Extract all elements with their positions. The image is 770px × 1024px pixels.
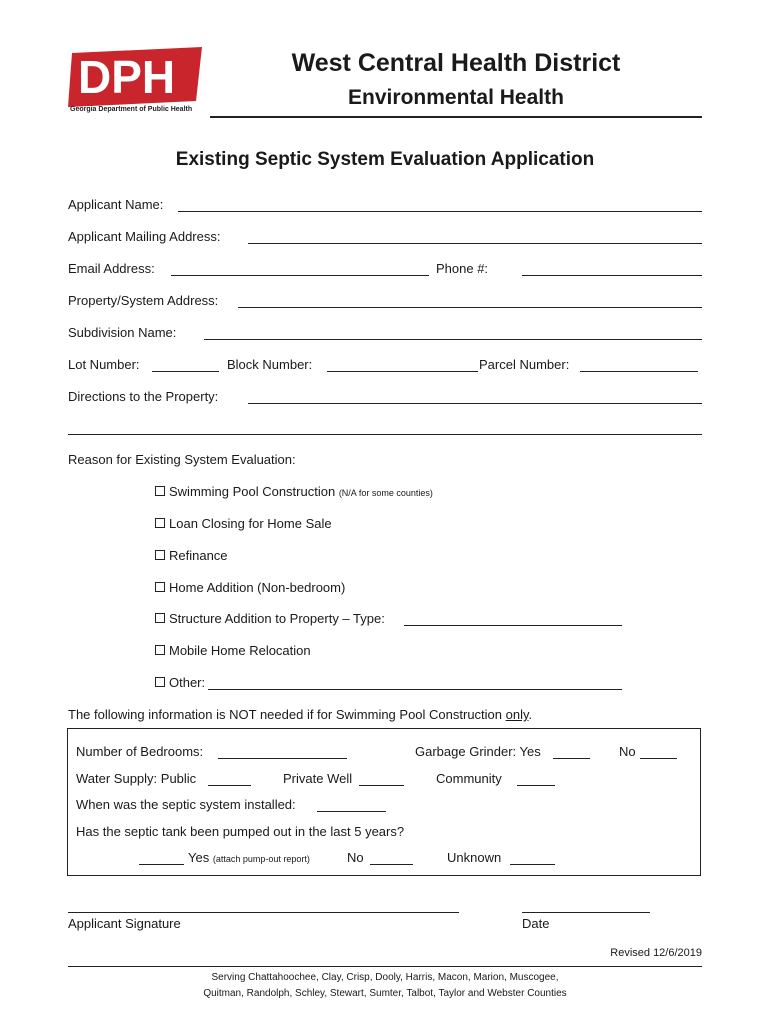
pumped-yes-note: (attach pump-out report) <box>212 854 310 864</box>
pumped-unknown-field[interactable] <box>510 864 555 865</box>
subdivision-field[interactable] <box>204 339 702 340</box>
dph-logo <box>68 47 206 113</box>
directions-field[interactable] <box>248 403 702 404</box>
form-title: Existing Septic System Evaluation Application <box>175 149 595 170</box>
pumped-no-label: No <box>347 850 364 865</box>
revised-date: Revised 12/6/2019 <box>610 947 702 959</box>
garbage-grinder-no-label: No <box>619 744 636 759</box>
community-field[interactable] <box>517 785 555 786</box>
structure-addition-label: Structure Addition to Property – Type: <box>169 611 385 626</box>
property-address-field[interactable] <box>238 307 702 308</box>
header-rule <box>210 116 702 118</box>
notice-period: . <box>528 707 533 722</box>
pumped-yes-option <box>188 850 310 865</box>
notice-only: only <box>505 707 529 722</box>
pumped-no-field[interactable] <box>370 864 413 865</box>
refinance-checkbox[interactable] <box>155 550 165 560</box>
notice-text: The following information is NOT needed if for Swimming Pool Construction <box>68 707 506 722</box>
installed-label: When was the septic system installed: <box>76 797 296 812</box>
garbage-grinder-yes-field[interactable] <box>553 758 590 759</box>
date-field[interactable] <box>522 912 650 913</box>
pumped-unknown-label: Unknown <box>447 850 502 865</box>
private-well-label: Private Well <box>283 771 353 786</box>
other-label: Other: <box>169 675 206 690</box>
community-label: Community <box>436 771 502 786</box>
counties-line-2: Quitman, Randolph, Schley, Stewart, Sumter, Talbot, Taylor and Webster Counties <box>203 988 567 999</box>
applicant-name-field[interactable] <box>178 211 702 212</box>
bedrooms-field[interactable] <box>218 758 347 759</box>
home-addition-label: Home Addition (Non-bedroom) <box>169 580 346 595</box>
pool-label: Swimming Pool Construction <box>169 484 336 499</box>
directions-field-line2[interactable] <box>68 434 702 435</box>
applicant-name-label: Applicant Name: <box>68 197 164 212</box>
subdivision-label: Subdivision Name: <box>68 325 177 340</box>
installed-field[interactable] <box>317 811 386 812</box>
pool-note: (N/A for some counties) <box>338 488 433 498</box>
reason-refinance-option[interactable] <box>155 548 228 563</box>
lot-number-label: Lot Number: <box>68 357 140 372</box>
reason-other-option[interactable] <box>155 675 205 690</box>
block-number-label: Block Number: <box>227 357 313 372</box>
bedrooms-label: Number of Bedrooms: <box>76 744 204 759</box>
mailing-address-label: Applicant Mailing Address: <box>68 229 221 244</box>
pumped-yes-label: Yes <box>188 850 210 865</box>
water-supply-public-label: Water Supply: Public <box>76 771 197 786</box>
pool-checkbox[interactable] <box>155 486 165 496</box>
parcel-number-label: Parcel Number: <box>479 357 570 372</box>
structure-addition-checkbox[interactable] <box>155 613 165 623</box>
district-title: West Central Health District <box>291 49 621 77</box>
date-label: Date <box>522 916 550 931</box>
refinance-label: Refinance <box>169 548 228 563</box>
phone-label: Phone #: <box>436 261 489 276</box>
garbage-grinder-no-field[interactable] <box>640 758 677 759</box>
department-subtitle: Environmental Health <box>348 86 564 109</box>
reason-structure-addition-option[interactable] <box>155 611 385 626</box>
other-checkbox[interactable] <box>155 677 165 687</box>
mobile-home-checkbox[interactable] <box>155 645 165 655</box>
other-reason-field[interactable] <box>208 689 622 690</box>
pumped-question: Has the septic tank been pumped out in the last 5 years? <box>76 824 405 839</box>
phone-field[interactable] <box>522 275 702 276</box>
signature-label: Applicant Signature <box>68 916 181 931</box>
property-address-label: Property/System Address: <box>68 293 219 308</box>
footer-rule <box>68 966 702 967</box>
lot-number-field[interactable] <box>152 371 219 372</box>
signature-field[interactable] <box>68 912 459 913</box>
private-well-field[interactable] <box>359 785 404 786</box>
reason-pool-option[interactable] <box>155 484 433 499</box>
block-number-field[interactable] <box>327 371 478 372</box>
water-public-field[interactable] <box>208 785 251 786</box>
email-label: Email Address: <box>68 261 155 276</box>
dph-logo-graphic <box>68 47 206 113</box>
reason-loan-option[interactable] <box>155 516 332 531</box>
loan-checkbox[interactable] <box>155 518 165 528</box>
structure-type-field[interactable] <box>404 625 622 626</box>
pumped-yes-field[interactable] <box>139 864 184 865</box>
parcel-number-field[interactable] <box>580 371 698 372</box>
email-field[interactable] <box>171 275 429 276</box>
mailing-address-field[interactable] <box>248 243 702 244</box>
pool-notice <box>68 707 532 722</box>
reason-label: Reason for Existing System Evaluation: <box>68 452 296 467</box>
logo-letters: DPH <box>78 51 176 103</box>
mobile-home-label: Mobile Home Relocation <box>169 643 311 658</box>
home-addition-checkbox[interactable] <box>155 582 165 592</box>
logo-caption: Georgia Department of Public Health <box>70 106 193 113</box>
reason-home-addition-option[interactable] <box>155 580 345 595</box>
garbage-grinder-yes-label: Garbage Grinder: Yes <box>415 744 541 759</box>
counties-line-1: Serving Chattahoochee, Clay, Crisp, Dooly, Harris, Macon, Marion, Muscogee, <box>211 972 559 983</box>
directions-label: Directions to the Property: <box>68 389 219 404</box>
reason-mobile-home-option[interactable] <box>155 643 311 658</box>
loan-label: Loan Closing for Home Sale <box>169 516 332 531</box>
